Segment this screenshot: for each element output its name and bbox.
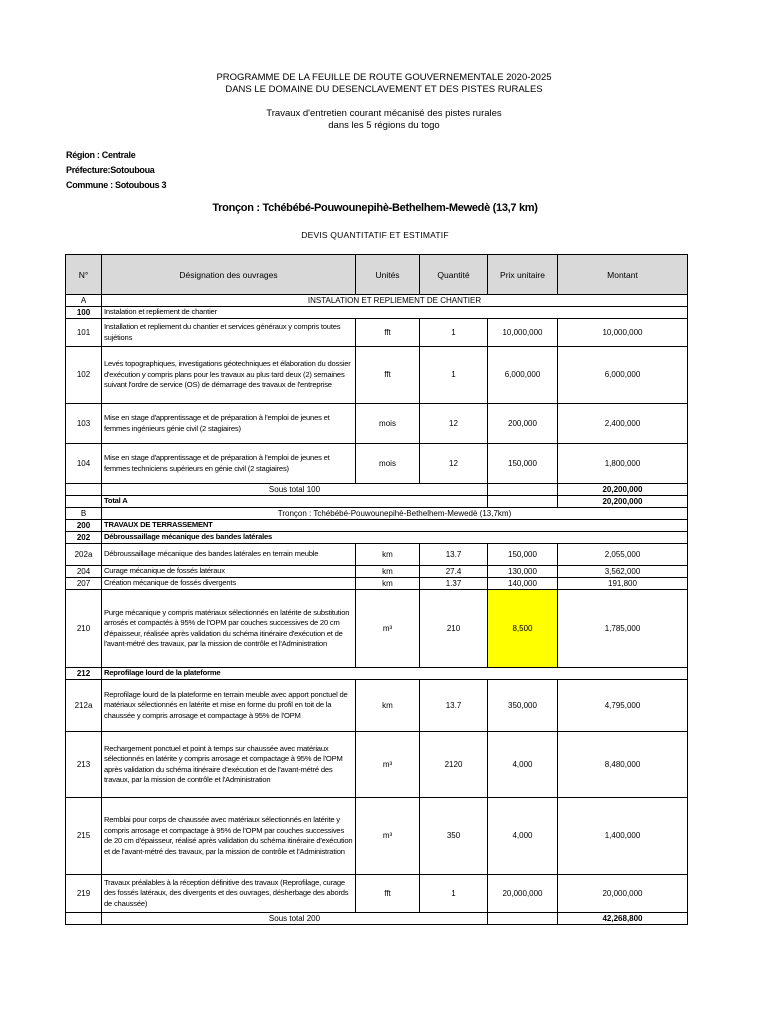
total-label: Total A [102, 496, 488, 508]
section-code: B [66, 508, 102, 520]
item-unit-price: 140,000 [488, 578, 558, 590]
subtotal-row-100 [66, 484, 688, 496]
item-unit-price: 200,000 [488, 404, 558, 444]
item-unit: km [356, 680, 420, 732]
empty-cell [488, 913, 558, 925]
item-unit-price: 4,000 [488, 798, 558, 875]
group-row-202 [66, 532, 688, 544]
empty-cell [488, 496, 558, 508]
subtotal-amount: 42,268,800 [558, 913, 688, 925]
item-quantity: 27.4 [420, 566, 488, 578]
item-unit: fft [356, 875, 420, 913]
item-amount: 2,400,000 [558, 404, 688, 444]
item-unit-price: 130,000 [488, 566, 558, 578]
item-unit: km [356, 578, 420, 590]
location-block [66, 148, 166, 193]
total-row-a [66, 496, 688, 508]
prefecture-label: Préfecture:Sotouboua [66, 165, 155, 175]
table-row-219 [66, 875, 688, 913]
commune-label: Commune : Sotoubous 3 [66, 180, 167, 190]
col-header-designation: Désignation des ouvrages [102, 255, 356, 295]
table-row-210 [66, 590, 688, 668]
group-code: 212 [66, 668, 102, 680]
item-amount: 1,785,000 [558, 590, 688, 668]
table-row-204 [66, 566, 688, 578]
item-amount: 3,562,000 [558, 566, 688, 578]
item-designation: Mise en stage d'apprentissage et de préparation à l'emploi de jeunes et femmes techniciens supérieurs en génie civil (2 stagiaires) [102, 444, 356, 484]
group-code: 200 [66, 520, 102, 532]
table-row-212a [66, 680, 688, 732]
item-unit-price: 20,000,000 [488, 875, 558, 913]
item-unit: km [356, 566, 420, 578]
group-code: 100 [66, 307, 102, 319]
item-amount: 1,400,000 [558, 798, 688, 875]
devis-title: DEVIS QUANTITATIF ET ESTIMATIF [301, 230, 449, 240]
table-row-215 [66, 798, 688, 875]
region-label: Région : Centrale [66, 150, 136, 160]
col-header-quantite: Quantité [420, 255, 488, 295]
section-row-b [66, 508, 688, 520]
col-header-no: N° [66, 255, 102, 295]
item-designation: Création mécanique de fossés divergents [102, 578, 356, 590]
col-header-montant: Montant [558, 255, 688, 295]
troncon-title: Tronçon : Tchébébé-Pouwounepihè-Bethelhem-Mewedè (13,7 km) [212, 202, 538, 214]
group-title: Débroussaillage mécanique des bandes latérales [102, 532, 688, 544]
item-unit-price: 350,000 [488, 680, 558, 732]
item-designation: Débroussaillage mécanique des bandes latérales en terrain meuble [102, 544, 356, 566]
subtotal-row-200 [66, 913, 688, 925]
item-quantity: 12 [420, 404, 488, 444]
group-title: Instalation et repliement de chantier [102, 307, 688, 319]
empty-cell [66, 913, 102, 925]
item-designation: Remblai pour corps de chaussée avec matériaux sélectionnés en latérite y compris arrosage et compactage à 95% de l'OPM par couches successives de 20 cm d'épaisseur, réalisé après validation du schéma itinéraire d'exécution et de l'avant-métré des travaux, par la mission de contrôle et l'Administration [102, 798, 356, 875]
item-quantity: 1 [420, 319, 488, 347]
works-title: Travaux d'entretien courant mécanisé des pistes rurales [266, 108, 502, 119]
group-row-212 [66, 668, 688, 680]
item-unit-price: 10,000,000 [488, 319, 558, 347]
item-number: 104 [66, 444, 102, 484]
item-number: 215 [66, 798, 102, 875]
empty-cell [66, 484, 102, 496]
section-title: Tronçon : Tchébébé-Pouwounepihè-Bethelhem-Mewedè (13,7km) [102, 508, 688, 520]
item-unit-price-highlighted: 8,500 [488, 590, 558, 668]
item-unit: km [356, 544, 420, 566]
item-unit: m³ [356, 590, 420, 668]
item-unit-price: 150,000 [488, 444, 558, 484]
table-row-101 [66, 319, 688, 347]
item-quantity: 13.7 [420, 680, 488, 732]
item-number: 102 [66, 347, 102, 404]
programme-title: PROGRAMME DE LA FEUILLE DE ROUTE GOUVERNEMENTALE 2020-2025 [216, 72, 552, 83]
item-quantity: 210 [420, 590, 488, 668]
item-designation: Mise en stage d'apprentissage et de préparation à l'emploi de jeunes et femmes ingénieurs génie civil (2 stagiaires) [102, 404, 356, 444]
group-row-200 [66, 520, 688, 532]
item-unit-price: 150,000 [488, 544, 558, 566]
item-quantity: 1 [420, 347, 488, 404]
item-quantity: 1 [420, 875, 488, 913]
item-designation: Rechargement ponctuel et point à temps sur chaussée avec matériaux sélectionnés en latérite y compris arrosage et compactage à 95% de l'OPM après validation du schéma itinéraire d'exécution et de l'avant-métré des travaux, par la mission de contrôle et l'Administration [102, 732, 356, 798]
item-number: 213 [66, 732, 102, 798]
item-amount: 8,480,000 [558, 732, 688, 798]
table-row-104 [66, 444, 688, 484]
item-designation: Reprofilage lourd de la plateforme en terrain meuble avec apport ponctuel de matériaux sélectionnés en latérite et mise en forme du profil en toit de la chaussée y compris arrosage et compactage à 95% de l'OPM [102, 680, 356, 732]
item-amount: 20,000,000 [558, 875, 688, 913]
item-number: 219 [66, 875, 102, 913]
item-number: 103 [66, 404, 102, 444]
item-designation: Installation et repliement du chantier et services généraux y compris toutes sujétions [102, 319, 356, 347]
group-code: 202 [66, 532, 102, 544]
group-row-100 [66, 307, 688, 319]
item-number: 210 [66, 590, 102, 668]
item-amount: 2,055,000 [558, 544, 688, 566]
item-designation: Curage mécanique de fossés latéraux [102, 566, 356, 578]
item-unit: fft [356, 319, 420, 347]
item-amount: 191,800 [558, 578, 688, 590]
item-unit: mois [356, 444, 420, 484]
group-title: TRAVAUX DE TERRASSEMENT [102, 520, 688, 532]
works-subtitle: dans les 5 régions du togo [328, 119, 440, 131]
table-row-207 [66, 578, 688, 590]
table-header-row [66, 255, 688, 295]
col-header-unites: Unités [356, 255, 420, 295]
item-amount: 10,000,000 [558, 319, 688, 347]
group-title: Reprofilage lourd de la plateforme [102, 668, 688, 680]
devis-table [65, 254, 688, 925]
item-designation: Travaux préalables à la réception définitive des travaux (Reprofilage, curage des fossés latéraux, des divergents et des ouvrages, désherbage des abords de chaussée) [102, 875, 356, 913]
item-number: 101 [66, 319, 102, 347]
item-unit: m³ [356, 798, 420, 875]
table-row-103 [66, 404, 688, 444]
item-number: 212a [66, 680, 102, 732]
item-unit-price: 6,000,000 [488, 347, 558, 404]
table-row-202a [66, 544, 688, 566]
item-unit-price: 4,000 [488, 732, 558, 798]
item-unit: mois [356, 404, 420, 444]
empty-cell [488, 484, 558, 496]
section-code: A [66, 295, 102, 307]
programme-subtitle: DANS LE DOMAINE DU DESENCLAVEMENT ET DES PISTES RURALES [225, 83, 543, 95]
section-title: INSTALATION ET REPLIEMENT DE CHANTIER [102, 295, 688, 307]
item-designation: Levés topographiques, investigations géotechniques et élaboration du dossier d'exécution y compris plans pour les travaux au plus tard deux (2) semaines suivant l'ordre de service (OS) de démarrage des travaux de l'entreprise [102, 347, 356, 404]
works-header [0, 108, 768, 131]
item-unit: m³ [356, 732, 420, 798]
col-header-prix-unitaire: Prix unitaire [488, 255, 558, 295]
item-unit: fft [356, 347, 420, 404]
item-number: 204 [66, 566, 102, 578]
item-number: 202a [66, 544, 102, 566]
item-quantity: 13.7 [420, 544, 488, 566]
subtotal-label: Sous total 200 [102, 913, 488, 925]
subtotal-label: Sous total 100 [102, 484, 488, 496]
programme-header [0, 72, 768, 95]
item-amount: 1,800,000 [558, 444, 688, 484]
table-row-213 [66, 732, 688, 798]
section-row-a [66, 295, 688, 307]
table-row-102 [66, 347, 688, 404]
item-quantity: 12 [420, 444, 488, 484]
item-amount: 4,795,000 [558, 680, 688, 732]
empty-cell [66, 496, 102, 508]
item-number: 207 [66, 578, 102, 590]
item-amount: 6,000,000 [558, 347, 688, 404]
subtotal-amount: 20,200,000 [558, 484, 688, 496]
item-quantity: 350 [420, 798, 488, 875]
total-amount: 20,200,000 [558, 496, 688, 508]
item-quantity: 2120 [420, 732, 488, 798]
item-quantity: 1.37 [420, 578, 488, 590]
item-designation: Purge mécanique y compris matériaux sélectionnés en latérite de substitution arrosés et compactés à 95% de l'OPM par couches successives de 20 cm d'épaisseur, réalisée après validation du schéma itinéraire d'exécution et de l'avant-métré des travaux, par la mission de contrôle et l'Administration [102, 590, 356, 668]
